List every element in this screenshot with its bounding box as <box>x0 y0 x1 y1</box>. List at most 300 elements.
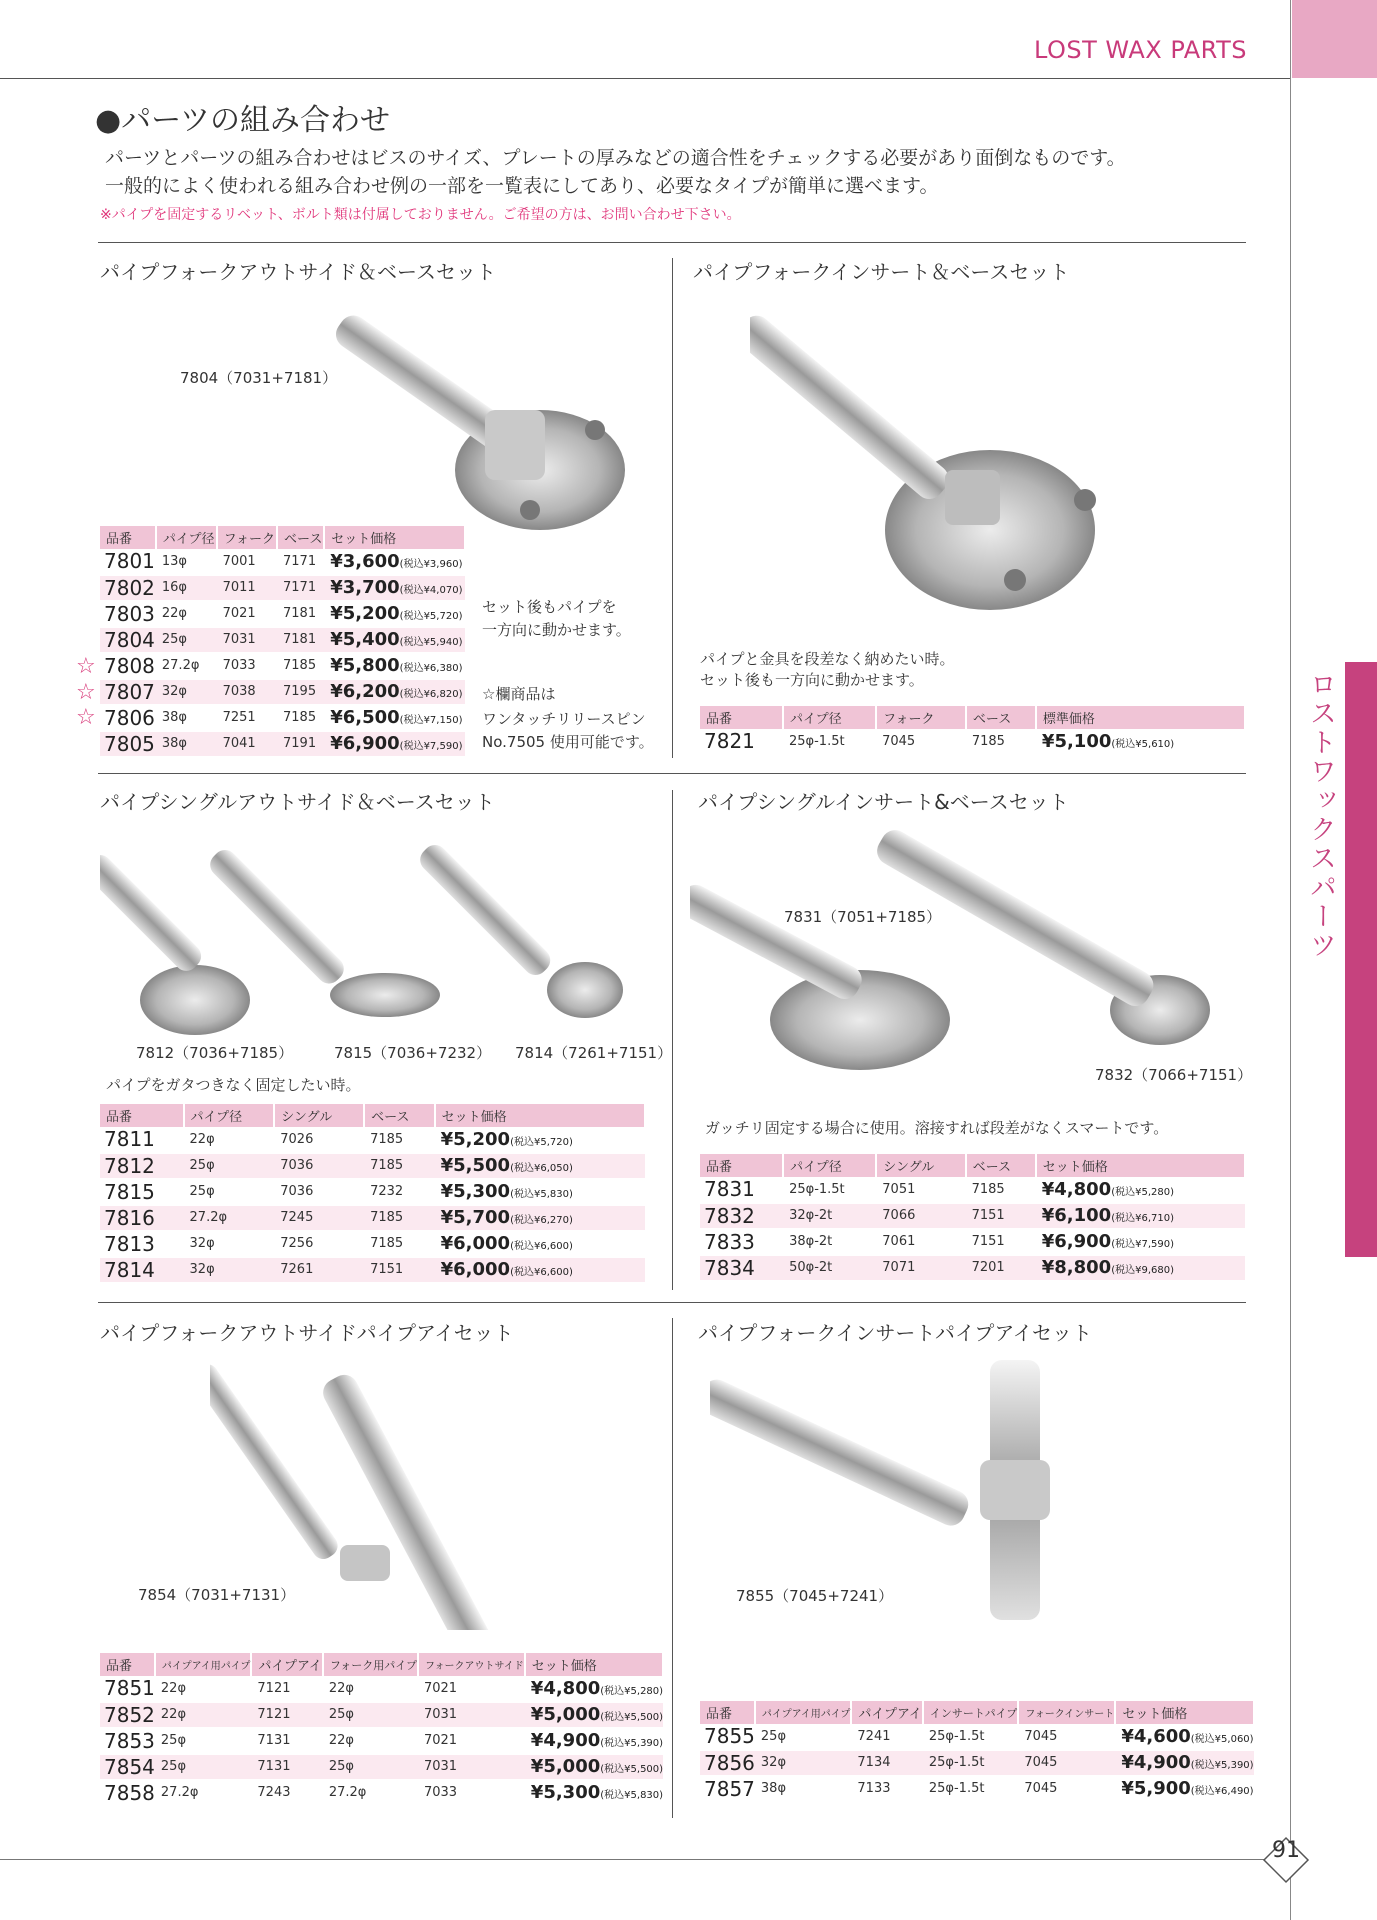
spec-cell: 7185 <box>277 705 324 731</box>
spec-cell: 7031 <box>217 627 277 653</box>
spec-cell: 7232 <box>364 1179 435 1205</box>
spec-cell: 7121 <box>251 1676 322 1702</box>
table-row <box>700 729 1245 755</box>
product-photo-single-insert <box>690 825 1230 1075</box>
spec-cell: 7171 <box>277 575 324 601</box>
photo-caption: 7812（7036+7185） <box>136 1044 294 1062</box>
product-code-cell: 7812 <box>100 1153 184 1179</box>
price-tax-included: (税込¥6,380) <box>399 663 463 674</box>
spec-cell: 7245 <box>274 1205 364 1231</box>
col-header: ベース <box>966 706 1036 729</box>
spec-cell: 7195 <box>277 679 324 705</box>
spec-table-s4 <box>700 1154 1246 1282</box>
page-title: ●パーツの組み合わせ <box>95 103 390 138</box>
price-cell <box>1036 729 1245 755</box>
photo-caption: 7814（7261+7151） <box>515 1044 673 1062</box>
product-code-cell: 7815 <box>100 1179 184 1205</box>
spec-cell: 7121 <box>251 1702 322 1728</box>
spec-cell: 7131 <box>251 1754 322 1780</box>
spec-cell: 7033 <box>217 653 277 679</box>
product-code-cell: 7807 <box>100 679 156 705</box>
price-cell <box>324 575 465 601</box>
price-tax-included: (税込¥5,060) <box>1190 1733 1254 1745</box>
price-value: ¥6,000 <box>440 1233 511 1254</box>
col-header: 標準価格 <box>1036 706 1245 729</box>
section-divider <box>98 773 1246 774</box>
price-tax-included: (税込¥5,830) <box>600 1790 664 1801</box>
table-row <box>100 627 465 653</box>
price-value: ¥8,800 <box>1041 1257 1112 1278</box>
price-tax-included: (税込¥5,720) <box>399 611 463 622</box>
col-header: フォークアウトサイド <box>418 1653 525 1676</box>
table-row <box>100 731 465 757</box>
spec-cell: 22φ <box>184 1127 275 1153</box>
spec-cell: 38φ-2t <box>783 1229 876 1255</box>
price-tax-included: (税込¥5,720) <box>510 1136 573 1148</box>
spec-cell: 7021 <box>418 1728 525 1754</box>
spec-cell: 7001 <box>217 549 277 575</box>
price-value: ¥6,900 <box>1041 1231 1112 1252</box>
product-code-cell: 7833 <box>700 1229 783 1255</box>
section-title: パイプフォークインサート＆ベースセット <box>693 260 1070 284</box>
spec-cell: 7134 <box>851 1750 922 1776</box>
price-tax-included: (税込¥5,500) <box>600 1764 664 1775</box>
product-code-cell: 7831 <box>700 1177 783 1203</box>
table-row <box>100 1205 645 1231</box>
price-tax-included: (税込¥5,280) <box>1111 1186 1174 1198</box>
spec-cell: 22φ <box>323 1728 418 1754</box>
price-cell <box>435 1231 645 1257</box>
spec-cell: 25φ-1.5t <box>783 729 876 755</box>
table-row <box>100 1702 663 1728</box>
col-header: シングル <box>274 1104 364 1127</box>
table-row <box>100 1179 645 1205</box>
table-row <box>100 1153 645 1179</box>
col-header: パイプアイ <box>251 1653 322 1676</box>
photo-caption: 7854（7031+7131） <box>138 1586 296 1604</box>
spec-cell: 7045 <box>1018 1724 1115 1750</box>
spec-cell: 25φ <box>155 1728 252 1754</box>
price-value: ¥5,000 <box>530 1704 601 1725</box>
spec-cell: 38φ <box>755 1776 852 1802</box>
price-value: ¥4,900 <box>1121 1752 1191 1773</box>
table-row <box>100 601 465 627</box>
spec-cell: 7045 <box>1018 1750 1115 1776</box>
spec-table-s3 <box>100 1104 646 1284</box>
column-divider <box>672 1318 673 1818</box>
spec-cell: 7011 <box>217 575 277 601</box>
header-label: LOST WAX PARTS <box>1033 36 1247 64</box>
product-code-cell: 7832 <box>700 1203 783 1229</box>
col-header: パイプ径 <box>184 1104 275 1127</box>
page-number: 91 <box>1272 1838 1300 1863</box>
price-value: ¥3,700 <box>330 577 400 598</box>
product-photo-7821 <box>750 300 1120 620</box>
product-code-cell: 7811 <box>100 1127 184 1153</box>
product-code-cell: 7857 <box>700 1776 755 1802</box>
s1-desc-1: セット後もパイプを <box>482 598 617 616</box>
spec-cell: 7045 <box>1018 1776 1115 1802</box>
price-cell <box>435 1153 645 1179</box>
spec-cell: 25φ-1.5t <box>923 1750 1018 1776</box>
spec-cell: 7033 <box>418 1780 525 1806</box>
spec-cell: 7026 <box>274 1127 364 1153</box>
price-value: ¥5,100 <box>1041 730 1112 752</box>
star-marker: ☆ <box>76 654 96 679</box>
product-code-cell: 7814 <box>100 1257 184 1283</box>
product-code-cell: 7806 <box>100 705 156 731</box>
spec-cell: 7185 <box>966 729 1036 755</box>
spec-cell: 22φ <box>155 1702 252 1728</box>
column-divider <box>672 258 673 758</box>
table-row <box>700 1177 1245 1203</box>
price-cell <box>435 1205 645 1231</box>
price-cell <box>324 679 465 705</box>
spec-cell: 7036 <box>274 1153 364 1179</box>
table-row <box>700 1776 1254 1802</box>
table-row <box>100 1754 663 1780</box>
spec-cell: 7185 <box>277 653 324 679</box>
col-header: パイプアイ用パイプ <box>155 1653 252 1676</box>
spec-cell: 7181 <box>277 601 324 627</box>
col-header: フォーク <box>217 526 277 549</box>
table-row <box>100 1257 645 1283</box>
table-row <box>100 1676 663 1702</box>
product-code-cell: 7801 <box>100 549 156 575</box>
price-tax-included: (税込¥7,150) <box>399 715 463 726</box>
spec-cell: 25φ-1.5t <box>923 1724 1018 1750</box>
spec-cell: 22φ <box>156 601 217 627</box>
table-row <box>100 1728 663 1754</box>
price-tax-included: (税込¥6,600) <box>510 1241 573 1252</box>
side-tab-bar <box>1345 662 1377 1257</box>
spec-cell: 32φ <box>184 1231 275 1257</box>
price-cell <box>324 653 465 679</box>
section-divider <box>98 242 1246 243</box>
spec-cell: 7061 <box>876 1229 965 1255</box>
col-header: 品番 <box>100 526 156 549</box>
spec-cell: 25φ <box>184 1153 275 1179</box>
s2-desc-2: セット後も一方向に動かせます。 <box>700 671 924 689</box>
price-value: ¥6,900 <box>330 733 400 754</box>
col-header: セット価格 <box>324 526 465 549</box>
section-title: パイプフォークインサートパイプアイセット <box>698 1321 1092 1345</box>
product-code-cell: 7802 <box>100 575 156 601</box>
spec-cell: 7133 <box>851 1776 922 1802</box>
price-cell <box>1036 1229 1245 1255</box>
star-note-2: ワンタッチリリースピン <box>482 710 646 728</box>
price-value: ¥5,200 <box>330 603 400 624</box>
price-tax-included: (税込¥6,050) <box>510 1163 573 1174</box>
product-code-cell: 7813 <box>100 1231 184 1257</box>
price-cell <box>324 705 465 731</box>
col-header: パイプアイ <box>851 1701 922 1724</box>
spec-cell: 7031 <box>418 1754 525 1780</box>
col-header: セット価格 <box>1115 1701 1253 1724</box>
price-cell <box>324 601 465 627</box>
spec-cell: 25φ-1.5t <box>923 1776 1018 1802</box>
table-row <box>100 1780 663 1806</box>
price-tax-included: (税込¥6,600) <box>510 1267 573 1278</box>
section-divider <box>98 1302 1246 1303</box>
table-row <box>700 1750 1254 1776</box>
table-row <box>700 1229 1245 1255</box>
col-header: フォーク用パイプ <box>323 1653 418 1676</box>
col-header: 品番 <box>700 1154 783 1177</box>
section-title: パイプシングルアウトサイド＆ベースセット <box>100 790 495 814</box>
product-photo-7855 <box>710 1360 1080 1620</box>
price-tax-included: (税込¥3,960) <box>399 558 463 570</box>
price-tax-included: (税込¥6,270) <box>510 1215 573 1226</box>
spec-cell: 25φ <box>323 1754 418 1780</box>
spec-cell: 7066 <box>876 1203 965 1229</box>
price-value: ¥5,400 <box>330 629 400 650</box>
price-cell <box>324 731 465 757</box>
footer-rule <box>0 1859 1265 1860</box>
spec-table-s6 <box>700 1701 1255 1803</box>
col-header: 品番 <box>100 1104 184 1127</box>
spec-cell: 7185 <box>966 1177 1036 1203</box>
price-tax-included: (税込¥9,680) <box>1111 1265 1174 1276</box>
spec-cell: 27.2φ <box>155 1780 252 1806</box>
spec-cell: 32φ <box>184 1257 275 1283</box>
col-header: パイプ径 <box>156 526 217 549</box>
photo-caption: 7804（7031+7181） <box>180 369 338 387</box>
spec-cell: 25φ <box>755 1724 852 1750</box>
column-divider <box>672 790 673 1290</box>
price-cell <box>435 1257 645 1283</box>
price-cell <box>525 1702 663 1728</box>
product-code-cell: 7858 <box>100 1780 155 1806</box>
col-header: ベース <box>966 1154 1036 1177</box>
price-cell <box>1036 1255 1245 1281</box>
spec-cell: 7036 <box>274 1179 364 1205</box>
product-code-cell: 7834 <box>700 1255 783 1281</box>
table-row <box>700 1203 1245 1229</box>
price-value: ¥4,800 <box>530 1677 601 1699</box>
product-code-cell: 7821 <box>700 729 783 755</box>
spec-cell: 7151 <box>966 1203 1036 1229</box>
col-header: パイプアイ用パイプ <box>755 1701 852 1724</box>
price-tax-included: (税込¥5,940) <box>399 637 463 648</box>
price-tax-included: (税込¥6,820) <box>399 689 463 700</box>
price-cell <box>435 1179 645 1205</box>
spec-cell: 22φ <box>323 1676 418 1702</box>
product-code-cell: 7804 <box>100 627 156 653</box>
product-code-cell: 7856 <box>700 1750 755 1776</box>
spec-cell: 7251 <box>217 705 277 731</box>
s1-desc-2: 一方向に動かせます。 <box>482 621 631 639</box>
spec-cell: 7243 <box>251 1780 322 1806</box>
col-header: 品番 <box>100 1653 155 1676</box>
table-row <box>100 653 465 679</box>
table-row <box>700 1724 1254 1750</box>
right-margin-rule <box>1290 0 1291 1920</box>
product-photo-7804 <box>310 300 640 540</box>
price-cell <box>525 1754 663 1780</box>
price-value: ¥5,300 <box>530 1782 601 1803</box>
price-tax-included: (税込¥6,710) <box>1111 1213 1174 1224</box>
spec-cell: 27.2φ <box>184 1205 275 1231</box>
price-cell <box>525 1676 663 1702</box>
col-header: パイプ径 <box>783 1154 876 1177</box>
price-cell <box>1115 1750 1253 1776</box>
spec-table-s5 <box>100 1653 664 1807</box>
spec-cell: 7151 <box>966 1229 1036 1255</box>
table-row <box>100 549 465 575</box>
price-tax-included: (税込¥5,390) <box>600 1738 664 1749</box>
s4-desc: ガッチリ固定する場合に使用。溶接すれば段差がなくスマートです。 <box>705 1119 1169 1137</box>
intro-line-2: 一般的によく使われる組み合わせ例の一部を一覧表にしてあり、必要なタイプが簡単に選べます。 <box>105 175 939 197</box>
spec-cell: 25φ <box>155 1754 252 1780</box>
spec-cell: 32φ <box>755 1750 852 1776</box>
star-marker: ☆ <box>76 705 96 730</box>
price-tax-included: (税込¥7,590) <box>399 741 463 752</box>
spec-cell: 7031 <box>418 1702 525 1728</box>
price-cell <box>324 549 465 575</box>
col-header: ベース <box>364 1104 435 1127</box>
price-tax-included: (税込¥5,390) <box>1190 1760 1254 1771</box>
spec-cell: 7261 <box>274 1257 364 1283</box>
product-code-cell: 7808 <box>100 653 156 679</box>
s3-desc: パイプをガタつきなく固定したい時。 <box>106 1076 361 1094</box>
spec-cell: 38φ <box>156 705 217 731</box>
price-tax-included: (税込¥5,830) <box>510 1189 573 1200</box>
spec-cell: 22φ <box>155 1676 252 1702</box>
spec-cell: 7185 <box>364 1153 435 1179</box>
spec-cell: 13φ <box>156 549 217 575</box>
spec-cell: 7256 <box>274 1231 364 1257</box>
price-value: ¥5,200 <box>440 1128 511 1150</box>
spec-cell: 38φ <box>156 731 217 757</box>
col-header: フォーク <box>876 706 966 729</box>
spec-cell: 50φ-2t <box>783 1255 876 1281</box>
spec-cell: 7021 <box>418 1676 525 1702</box>
photo-caption: 7815（7036+7232） <box>334 1044 492 1062</box>
header-rule <box>0 78 1290 79</box>
product-code-cell: 7853 <box>100 1728 155 1754</box>
spec-cell: 7151 <box>364 1257 435 1283</box>
section-title: パイプフォークアウトサイド＆ベースセット <box>100 260 496 284</box>
intro-line-1: パーツとパーツの組み合わせはビスのサイズ、プレートの厚みなどの適合性をチェックする必要があり面倒なものです。 <box>105 147 1126 169</box>
col-header: セット価格 <box>525 1653 663 1676</box>
photo-caption: 7831（7051+7185） <box>784 908 942 926</box>
header-accent-block <box>1292 0 1377 78</box>
price-value: ¥6,100 <box>1041 1205 1112 1226</box>
spec-cell: 7201 <box>966 1255 1036 1281</box>
price-cell <box>324 627 465 653</box>
section-title: パイプフォークアウトサイドパイプアイセット <box>100 1321 514 1345</box>
price-cell <box>1115 1724 1253 1750</box>
price-value: ¥4,900 <box>530 1730 601 1751</box>
price-value: ¥5,300 <box>440 1181 511 1202</box>
product-code-cell: 7852 <box>100 1702 155 1728</box>
product-code-cell: 7803 <box>100 601 156 627</box>
price-tax-included: (税込¥7,590) <box>1111 1239 1174 1250</box>
price-tax-included: (税込¥5,280) <box>600 1685 664 1697</box>
rivet-note: ※パイプを固定するリベット、ボルト類は付属しておりません。ご希望の方は、お問い合わせ下さい。 <box>100 207 741 223</box>
spec-cell: 27.2φ <box>156 653 217 679</box>
col-header: シングル <box>876 1154 965 1177</box>
price-value: ¥6,500 <box>330 707 400 728</box>
spec-cell: 7051 <box>876 1177 965 1203</box>
product-photo-single-outside <box>100 840 645 1050</box>
price-value: ¥6,000 <box>440 1259 511 1280</box>
price-cell <box>1036 1203 1245 1229</box>
col-header: フォークインサート <box>1018 1701 1115 1724</box>
table-row <box>100 705 465 731</box>
star-marker: ☆ <box>76 680 96 705</box>
spec-cell: 7185 <box>364 1231 435 1257</box>
table-row <box>100 679 465 705</box>
price-value: ¥5,700 <box>440 1207 511 1228</box>
table-row <box>100 1231 645 1257</box>
spec-table-s2 <box>700 706 1246 756</box>
col-header: 品番 <box>700 706 783 729</box>
spec-cell: 25φ <box>184 1179 275 1205</box>
col-header: パイプ径 <box>783 706 876 729</box>
star-note-1: ☆欄商品は <box>482 685 556 703</box>
price-tax-included: (税込¥6,490) <box>1190 1786 1254 1797</box>
spec-cell: 7021 <box>217 601 277 627</box>
col-header: ベース <box>277 526 324 549</box>
photo-caption: 7832（7066+7151） <box>1095 1066 1253 1084</box>
spec-cell: 7038 <box>217 679 277 705</box>
table-row <box>100 575 465 601</box>
spec-cell: 25φ <box>156 627 217 653</box>
table-row <box>700 1255 1245 1281</box>
side-tab-label: ロストワックスパーツ <box>1305 670 1336 960</box>
price-tax-included: (税込¥5,500) <box>600 1712 664 1723</box>
spec-cell: 7131 <box>251 1728 322 1754</box>
price-cell <box>525 1728 663 1754</box>
product-code-cell: 7854 <box>100 1754 155 1780</box>
photo-caption: 7855（7045+7241） <box>736 1587 894 1605</box>
price-value: ¥5,800 <box>330 655 400 676</box>
spec-cell: 7045 <box>876 729 966 755</box>
product-code-cell: 7851 <box>100 1676 155 1702</box>
col-header: インサートパイプ <box>923 1701 1018 1724</box>
spec-cell: 7241 <box>851 1724 922 1750</box>
price-value: ¥5,500 <box>440 1155 511 1176</box>
star-note-3: No.7505 使用可能です。 <box>482 733 654 751</box>
col-header: 品番 <box>700 1701 755 1724</box>
col-header: セット価格 <box>435 1104 645 1127</box>
product-code-cell: 7855 <box>700 1724 755 1750</box>
price-value: ¥6,200 <box>330 681 400 702</box>
spec-cell: 25φ <box>323 1702 418 1728</box>
spec-cell: 32φ <box>156 679 217 705</box>
spec-cell: 25φ-1.5t <box>783 1177 876 1203</box>
spec-cell: 7071 <box>876 1255 965 1281</box>
col-header: セット価格 <box>1036 1154 1245 1177</box>
section-title: パイプシングルインサート&ベースセット <box>698 790 1069 814</box>
price-cell <box>1036 1177 1245 1203</box>
price-cell <box>525 1780 663 1806</box>
spec-cell: 7185 <box>364 1205 435 1231</box>
price-value: ¥3,600 <box>330 550 400 572</box>
price-cell <box>435 1127 645 1153</box>
price-value: ¥4,600 <box>1121 1725 1191 1747</box>
price-tax-included: (税込¥5,610) <box>1111 738 1175 750</box>
table-row <box>100 1127 645 1153</box>
product-code-cell: 7805 <box>100 731 156 757</box>
spec-cell: 7171 <box>277 549 324 575</box>
spec-cell: 7181 <box>277 627 324 653</box>
product-code-cell: 7816 <box>100 1205 184 1231</box>
spec-cell: 7191 <box>277 731 324 757</box>
price-cell <box>1115 1776 1253 1802</box>
